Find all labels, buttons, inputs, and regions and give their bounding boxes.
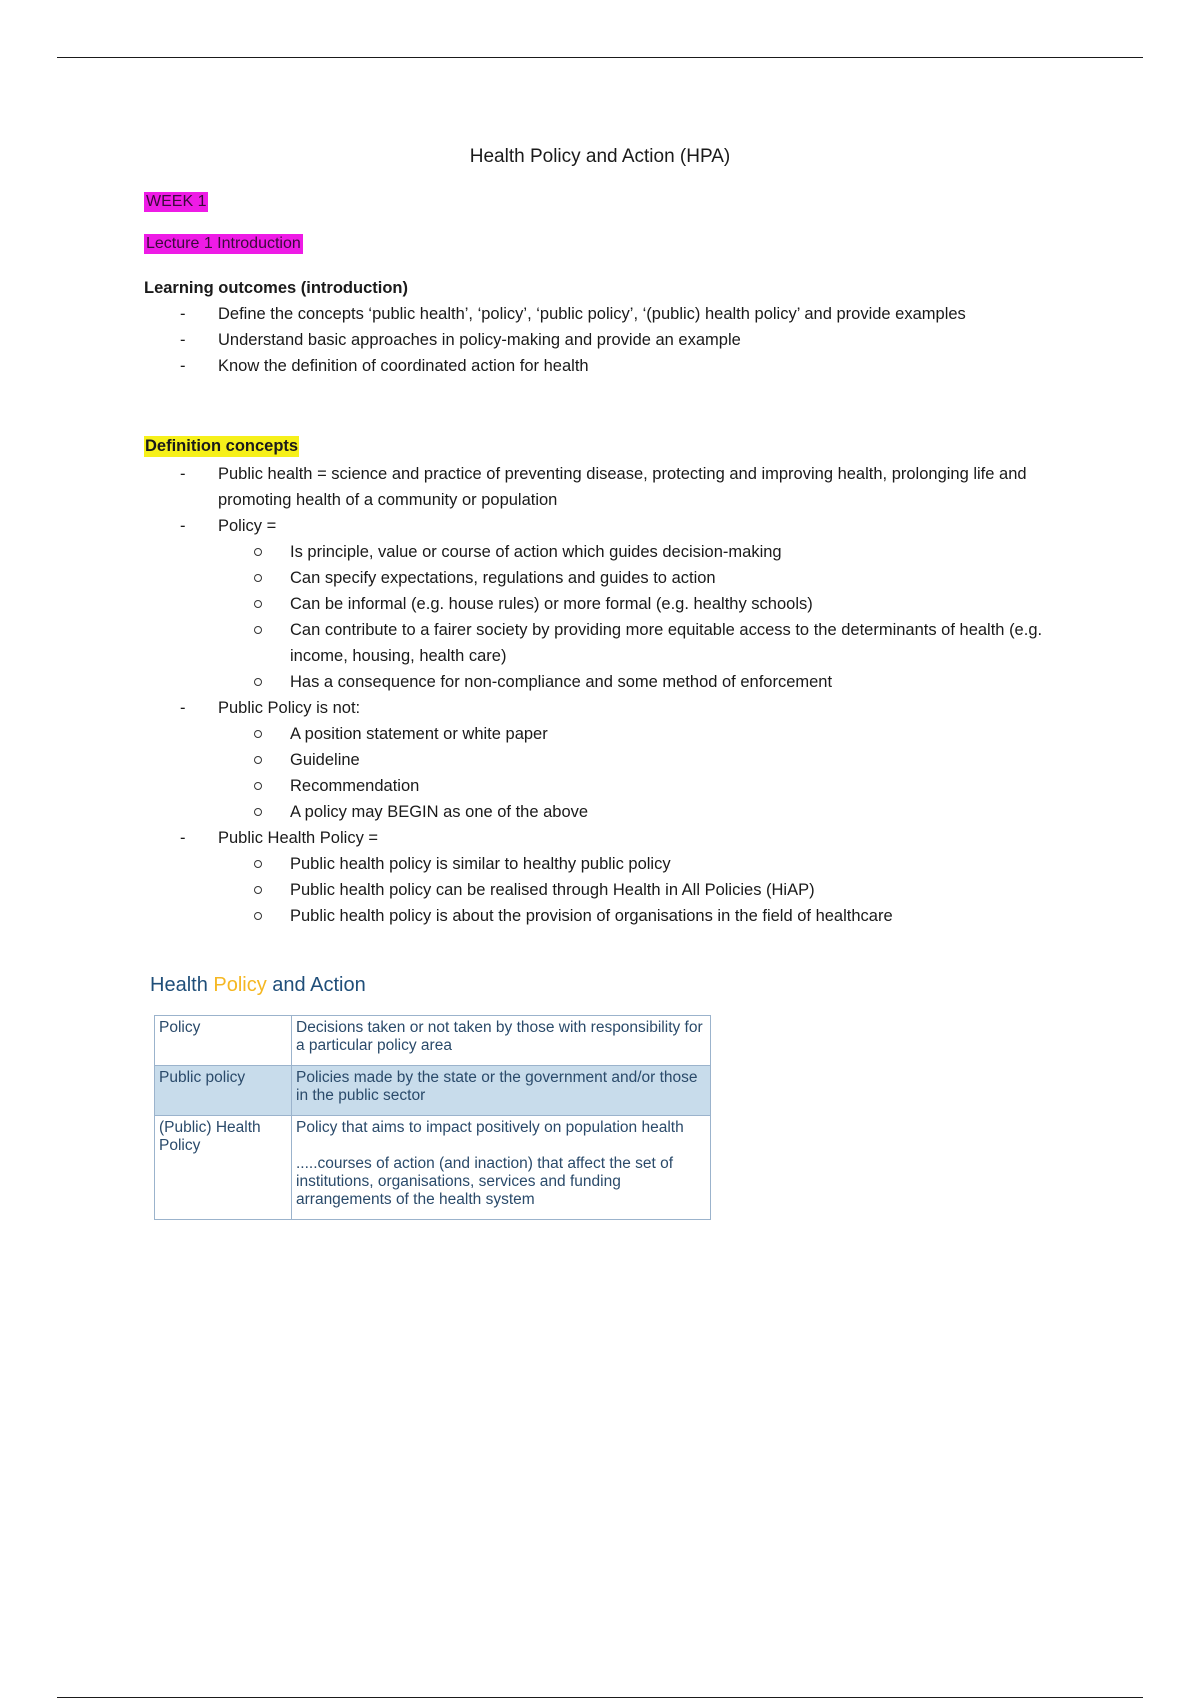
definition-cell: Policies made by the state or the government and/or those in the public sector bbox=[292, 1066, 711, 1116]
sub-list-item: Public health policy is about the provision of organisations in the field of healthcare bbox=[218, 903, 1060, 929]
definition-concepts-list bbox=[180, 461, 1060, 929]
list-item: - Define the concepts ‘public health’, ‘policy’, ‘public policy’, ‘(public) health policy’ and provide examples bbox=[180, 305, 966, 323]
sub-list-item: Has a consequence for non-compliance and some method of enforcement bbox=[218, 669, 1060, 695]
term-cell: Public policy bbox=[155, 1066, 292, 1116]
definition-concepts-heading: Definition concepts bbox=[145, 437, 299, 455]
public-policy-not-sublist bbox=[218, 721, 1060, 825]
list-item: - Public health = science and practice of preventing disease, protecting and improving health, prolonging life and promoting health of a community or population bbox=[180, 465, 1027, 509]
learning-outcomes-list bbox=[180, 301, 1060, 379]
definition-cell: Decisions taken or not taken by those with responsibility for a particular policy area bbox=[292, 1016, 711, 1066]
table-row bbox=[155, 1066, 711, 1116]
lecture-tag: Lecture 1 Introduction bbox=[146, 235, 301, 252]
sub-list-item: A position statement or white paper bbox=[218, 721, 1060, 747]
sub-list-item: Public health policy can be realised through Health in All Policies (HiAP) bbox=[218, 877, 1060, 903]
sub-list-item: Can be informal (e.g. house rules) or more formal (e.g. healthy schools) bbox=[218, 591, 1060, 617]
table-row bbox=[155, 1116, 711, 1220]
week-tag: WEEK 1 bbox=[146, 193, 207, 210]
sub-list-item: Public health policy is similar to healthy public policy bbox=[218, 851, 1060, 877]
policy-sublist bbox=[218, 539, 1060, 695]
list-item: - Public Policy is not: A position statement or white paper Guideline Recommendation A policy may BEGIN as one of the above bbox=[180, 695, 1060, 825]
list-item: - Public Health Policy = Public health policy is similar to healthy public policy Public health policy can be realised through Health in All Policies (HiAP) Public health policy is about the provision of organisations in the field of healthcare bbox=[180, 825, 1060, 929]
sub-list-item: Can contribute to a fairer society by providing more equitable access to the determinants of health (e.g. income, housing, health care) bbox=[218, 617, 1060, 669]
sub-list-item: A policy may BEGIN as one of the above bbox=[218, 799, 1060, 825]
sub-list-item: Is principle, value or course of action which guides decision-making bbox=[218, 539, 1060, 565]
list-item: - Understand basic approaches in policy-making and provide an example bbox=[180, 331, 741, 349]
public-health-policy-sublist bbox=[218, 851, 1060, 929]
table-row bbox=[155, 1016, 711, 1066]
embedded-slide bbox=[150, 965, 715, 1208]
page-top-rule bbox=[57, 57, 1143, 58]
definitions-table bbox=[154, 1015, 711, 1220]
definition-cell: Policy that aims to impact positively on population health .....courses of action (and inaction) that affect the set of institutions, organisations, services and funding arrangements of the health system bbox=[292, 1116, 711, 1220]
list-item: - Policy = Is principle, value or course of action which guides decision-making Can specify expectations, regulations and guides to action Can be informal (e.g. house rules) or more formal (e.g. healthy schools) Can contribute to a fairer society by providing more equitable access to the determinants of health (e.g. income, housing, health care) Has a consequence for non-compliance and some method of enforcement bbox=[180, 513, 1060, 695]
sub-list-item: Can specify expectations, regulations and guides to action bbox=[218, 565, 1060, 591]
page-bottom-rule bbox=[57, 1697, 1143, 1698]
term-cell: Policy bbox=[155, 1016, 292, 1066]
term-cell: (Public) Health Policy bbox=[155, 1116, 292, 1220]
sub-list-item: Recommendation bbox=[218, 773, 1060, 799]
list-item: - Know the definition of coordinated action for health bbox=[180, 357, 589, 375]
slide-title: Health Policy and Action bbox=[150, 974, 366, 996]
learning-outcomes-heading: Learning outcomes (introduction) bbox=[144, 279, 408, 297]
sub-list-item: Guideline bbox=[218, 747, 1060, 773]
document-title: Health Policy and Action (HPA) bbox=[469, 146, 731, 167]
